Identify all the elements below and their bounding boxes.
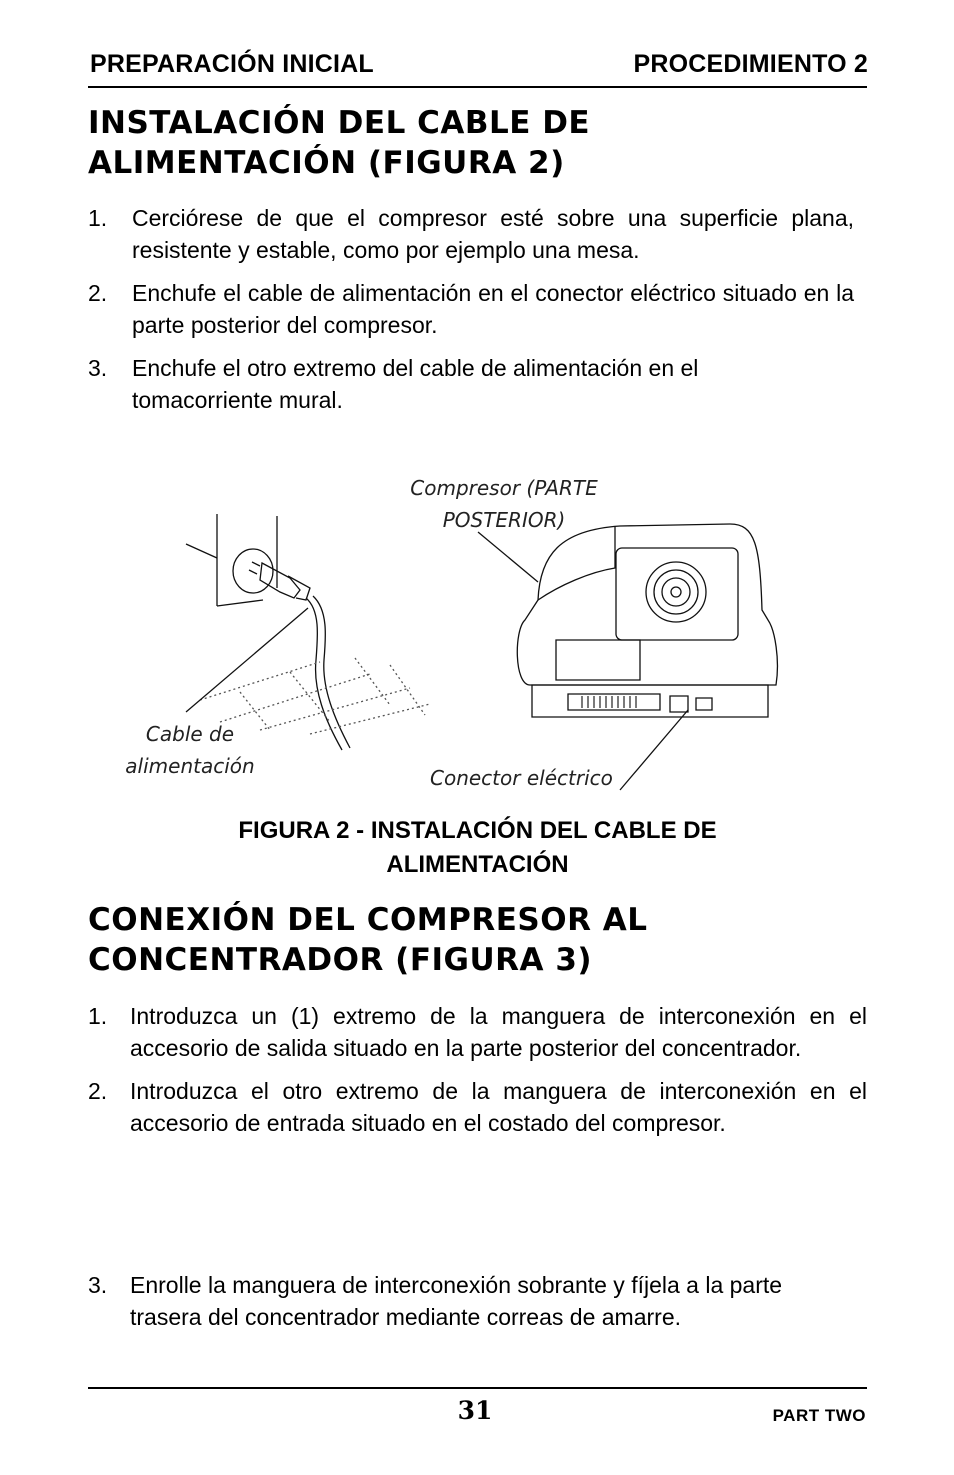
step-text: Introduzca el otro extremo de la manguera de interconexión en el accesorio de entrada situado en el costado del compresor. bbox=[130, 1078, 867, 1136]
plug-prong-1 bbox=[252, 562, 260, 566]
compressor-leader-line bbox=[478, 532, 538, 582]
section2-step-2 bbox=[88, 1075, 867, 1139]
compressor-vent-slots bbox=[582, 696, 636, 708]
compressor-fan bbox=[646, 562, 706, 622]
step-number: 2. bbox=[88, 1078, 108, 1104]
wall-outlet bbox=[233, 549, 273, 593]
compressor-label-plate bbox=[556, 640, 640, 680]
power-connector bbox=[670, 696, 688, 712]
figure-2-caption bbox=[88, 814, 867, 882]
power-cable-label bbox=[110, 718, 270, 782]
step-number: 1. bbox=[88, 1003, 108, 1029]
cable-label-line1: Cable de bbox=[145, 722, 235, 746]
step-number: 1. bbox=[88, 205, 108, 231]
plug-body bbox=[260, 563, 300, 598]
page-number: 31 bbox=[457, 1396, 493, 1425]
compressor-fan-hub bbox=[671, 587, 681, 597]
wall-top-line bbox=[186, 544, 217, 558]
footer-rule bbox=[88, 1387, 867, 1389]
step-text: Cerciórese de que el compresor esté sobre una superficie plana, resistente y estable, como por ejemplo una mesa. bbox=[132, 205, 854, 263]
step-number: 3. bbox=[88, 1272, 108, 1298]
section2-title-line2: CONCENTRADOR (FIGURA 3) bbox=[88, 942, 593, 978]
wall-floor-line bbox=[217, 600, 263, 606]
cable-leader-line bbox=[186, 608, 308, 712]
header-procedure-label: PROCEDIMIENTO 2 bbox=[633, 50, 868, 78]
compressor-contour bbox=[538, 526, 615, 600]
step-number: 3. bbox=[88, 355, 108, 381]
power-connector-label: Conector eléctrico bbox=[430, 766, 613, 790]
compressor-rear-label bbox=[394, 472, 614, 536]
section1-title-line1: INSTALACIÓN DEL CABLE DE bbox=[88, 105, 591, 141]
section1-step-1 bbox=[88, 202, 855, 266]
connector-leader-line bbox=[620, 710, 688, 790]
power-switch bbox=[696, 698, 712, 710]
header-rule bbox=[88, 86, 867, 88]
compressor-label-line2: POSTERIOR) bbox=[442, 508, 566, 532]
part-label: PART TWO bbox=[772, 1406, 866, 1425]
caption-line1: FIGURA 2 - INSTALACIÓN DEL CABLE DE bbox=[238, 817, 717, 844]
compressor-fan-inner bbox=[654, 570, 698, 614]
section2-title bbox=[88, 900, 648, 980]
header-section-title: PREPARACIÓN INICIAL bbox=[90, 50, 374, 78]
step-text: Enchufe el otro extremo del cable de alimentación en el tomacorriente mural. bbox=[132, 355, 699, 413]
section2-title-line1: CONEXIÓN DEL COMPRESOR AL bbox=[88, 902, 648, 938]
cable-label-line2: alimentación bbox=[125, 754, 255, 778]
plug-prong-2 bbox=[249, 570, 257, 574]
section2-step-3 bbox=[88, 1269, 867, 1333]
section2-step-1 bbox=[88, 1000, 867, 1064]
section1-step-2 bbox=[88, 277, 855, 341]
caption-line2: ALIMENTACIÓN bbox=[386, 851, 569, 878]
section1-title-line2: ALIMENTACIÓN (FIGURA 2) bbox=[88, 145, 565, 181]
step-text: Introduzca un (1) extremo de la manguera de interconexión en el accesorio de salida situado en la parte posterior del concentrador. bbox=[130, 1003, 867, 1061]
compressor-fan-hub-ring bbox=[662, 578, 690, 606]
step-number: 2. bbox=[88, 280, 108, 306]
step-text: Enrolle la manguera de interconexión sobrante y fíjela a la parte trasera del concentrador mediante correas de amarre. bbox=[130, 1272, 783, 1330]
section1-step-3 bbox=[88, 352, 855, 416]
section1-title bbox=[88, 103, 590, 183]
step-text: Enchufe el cable de alimentación en el conector eléctrico situado en la parte posterior del compresor. bbox=[132, 280, 854, 338]
compressor-label-line1: Compresor (PARTE bbox=[410, 476, 598, 500]
